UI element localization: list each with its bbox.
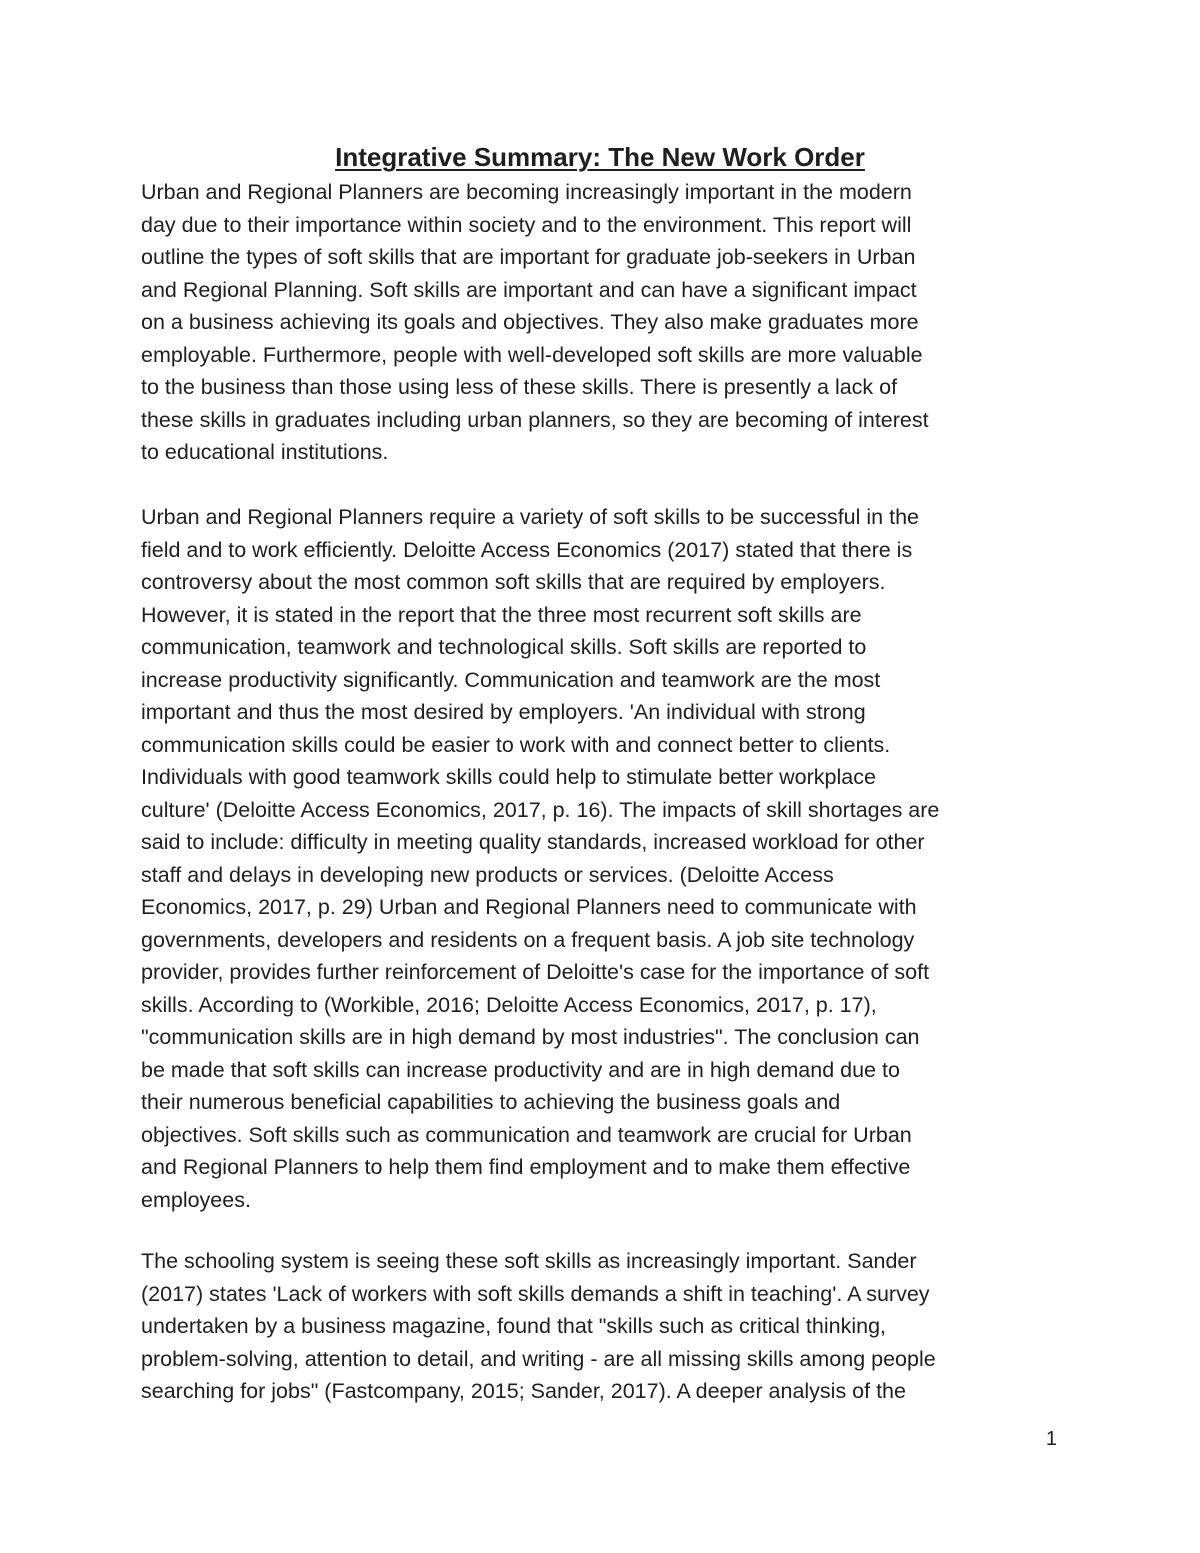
paragraph-line: communication, teamwork and technological skills. Soft skills are reported to [141,635,867,659]
paragraph-introduction [141,176,1076,469]
paragraph-line: skills. According to (Workible, 2016; Deloitte Access Economics, 2017, p. 17), [141,992,877,1017]
paragraph-line: "communication skills are in high demand by most industries". The conclusion can [141,1025,920,1049]
paragraph-line: controversy about the most common soft skills that are required by employers. [141,570,886,594]
paragraph-line: communication skills could be easier to work with and connect better to clients. [141,732,891,757]
paragraph-line: to educational institutions. [141,440,389,464]
document-title: Integrative Summary: The New Work Order [335,142,865,172]
paragraph-line: problem-solving, attention to detail, and writing - are all missing skills among people [141,1346,936,1371]
paragraph-line: Economics, 2017, p. 29) Urban and Regional Planners need to communicate with [141,895,917,919]
paragraph-line: said to include: difficulty in meeting quality standards, increased workload for other [141,830,925,854]
paragraph-line: day due to their importance within society and to the environment. This report will [141,212,912,237]
paragraph-line: Urban and Regional Planners require a variety of soft skills to be successful in the [141,505,919,529]
paragraph-line: Individuals with good teamwork skills could help to stimulate better workplace [141,765,876,789]
paragraph-line: culture' (Deloitte Access Economics, 2017, p. 16). The impacts of skill shortages are [141,797,940,822]
paragraph-soft-skills [141,501,1076,1216]
paragraph-line: governments, developers and residents on a frequent basis. A job site technology [141,927,915,952]
paragraph-line: and Regional Planning. Soft skills are important and can have a significant impact [141,277,917,302]
paragraph-line: employable. Furthermore, people with well-developed soft skills are more valuable [141,342,923,367]
paragraph-line: field and to work efficiently. Deloitte Access Economics (2017) stated that there is [141,537,913,562]
paragraph-schooling [141,1245,1076,1408]
paragraph-line: increase productivity significantly. Communication and teamwork are the most [141,667,881,692]
paragraph-line: objectives. Soft skills such as communication and teamwork are crucial for Urban [141,1122,912,1147]
page-number: 1 [1045,1428,1057,1450]
paragraph-line: and Regional Planners to help them find employment and to make them effective [141,1155,911,1179]
paragraph-line: important and thus the most desired by employers. 'An individual with strong [141,700,866,724]
paragraph-line: to the business than those using less of these skills. There is presently a lack of [141,375,898,399]
paragraph-line: be made that soft skills can increase productivity and are in high demand due to [141,1057,900,1082]
paragraph-line: outline the types of soft skills that are important for graduate job-seekers in Urban [141,245,916,269]
paragraph-line: provider, provides further reinforcement of Deloitte's case for the importance of soft [141,960,930,984]
paragraph-line: undertaken by a business magazine, found that "skills such as critical thinking, [141,1314,887,1338]
paragraph-line: The schooling system is seeing these soft skills as increasingly important. Sander [141,1249,917,1273]
paragraph-line: However, it is stated in the report that the three most recurrent soft skills are [141,602,862,627]
paragraph-line: searching for jobs" (Fastcompany, 2015; Sander, 2017). A deeper analysis of the [141,1379,906,1403]
paragraph-line: their numerous beneficial capabilities to achieving the business goals and [141,1090,841,1114]
paragraph-line: employees. [141,1187,251,1212]
paragraph-line: staff and delays in developing new products or services. (Deloitte Access [141,862,834,887]
paragraph-line: (2017) states 'Lack of workers with soft skills demands a shift in teaching'. A survey [141,1281,930,1306]
paragraph-line: on a business achieving its goals and objectives. They also make graduates more [141,310,919,334]
paragraph-line: Urban and Regional Planners are becoming increasingly important in the modern [141,180,912,204]
paragraph-line: these skills in graduates including urban planners, so they are becoming of interest [141,407,929,432]
